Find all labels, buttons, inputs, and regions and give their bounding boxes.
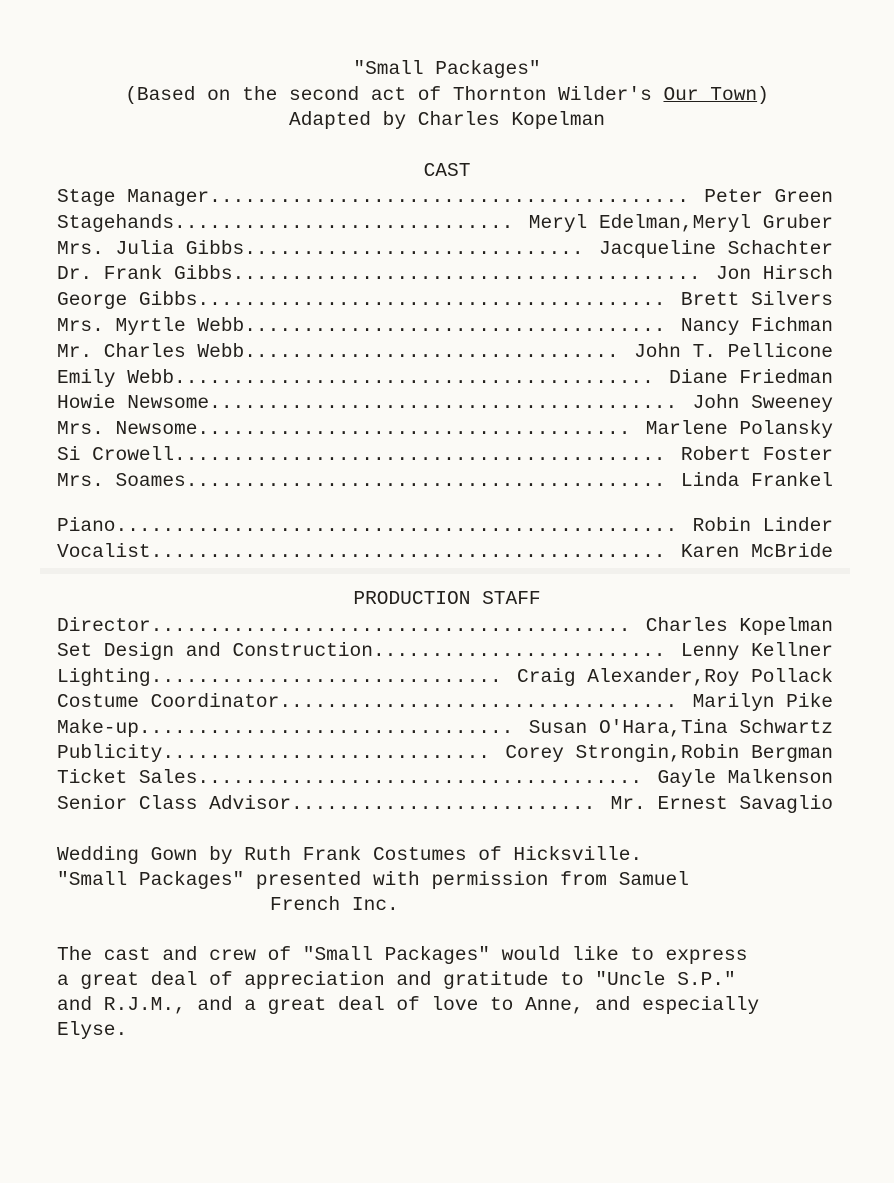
credit-role: Emily Webb......................................... bbox=[57, 366, 654, 389]
credit-name: Linda Frankel bbox=[680, 469, 833, 492]
credit-name: Robert Foster bbox=[680, 444, 833, 466]
credit-role: Publicity............................ bbox=[57, 742, 490, 764]
credit-row bbox=[57, 392, 833, 418]
credit-row bbox=[57, 717, 833, 743]
based-on-prefix: (Based on the second act of Thornton Wilder's bbox=[125, 84, 664, 106]
credit-row bbox=[57, 470, 833, 496]
credit-role: Mrs. Julia Gibbs............................. bbox=[57, 237, 584, 260]
thanks-line-4: Elyse. bbox=[57, 1019, 128, 1041]
credit-row bbox=[57, 212, 833, 238]
thanks-line-1: The cast and crew of "Small Packages" would like to express bbox=[57, 944, 748, 966]
credit-name: John Sweeney bbox=[692, 392, 833, 415]
credit-name: Meryl Edelman,Meryl Gruber bbox=[528, 211, 833, 234]
credit-name: Susan O'Hara,Tina Schwartz bbox=[528, 716, 833, 739]
credit-name: Lenny Kellner bbox=[680, 640, 833, 663]
credit-role: Set Design and Construction......................... bbox=[57, 640, 666, 663]
credit-role: Mrs. Myrtle Webb.................................... bbox=[57, 315, 666, 337]
credit-name: John T. Pellicone bbox=[634, 340, 833, 363]
credit-name: Marilyn Pike bbox=[692, 691, 833, 714]
credit-name: Corey Strongin,Robin Bergman bbox=[505, 742, 833, 764]
credit-row bbox=[57, 315, 833, 341]
thanks-line-3: and R.J.M., and a great deal of love to Anne, and especially bbox=[57, 994, 760, 1016]
staff-heading: PRODUCTION STAFF bbox=[353, 588, 541, 610]
credit-row bbox=[57, 691, 833, 717]
credit-name: Brett Silvers bbox=[680, 289, 833, 312]
thanks-line-2: a great deal of appreciation and gratitude to "Uncle S.P." bbox=[57, 969, 736, 991]
credit-row bbox=[57, 289, 833, 315]
credit-role: Piano................................................ bbox=[57, 515, 678, 537]
credit-name: Marlene Polansky bbox=[645, 418, 833, 441]
credit-row bbox=[57, 341, 833, 367]
credit-role: Lighting.............................. bbox=[57, 665, 502, 688]
credit-name: Mr. Ernest Savaglio bbox=[610, 792, 833, 815]
credit-row bbox=[57, 615, 833, 641]
credit-row bbox=[57, 263, 833, 289]
credit-row bbox=[57, 515, 833, 541]
credit-row bbox=[57, 742, 833, 768]
adapted-by: Adapted by Charles Kopelman bbox=[289, 109, 605, 131]
cast-heading: CAST bbox=[423, 160, 471, 182]
credit-name: Jacqueline Schachter bbox=[598, 237, 833, 260]
based-on-work: Our Town bbox=[663, 84, 758, 106]
credit-role: Si Crowell.......................................... bbox=[57, 444, 666, 466]
credit-name: Jon Hirsch bbox=[715, 263, 833, 286]
credit-role: Howie Newsome........................................ bbox=[57, 392, 678, 415]
credit-role: George Gibbs........................................ bbox=[57, 289, 666, 312]
credit-row bbox=[57, 238, 833, 264]
permission-line-2: French Inc. bbox=[270, 894, 399, 916]
credit-name: Karen McBride bbox=[680, 540, 833, 563]
credit-role: Stagehands............................. bbox=[57, 211, 514, 234]
credit-role: Stage Manager......................................... bbox=[57, 186, 689, 208]
credit-name: Craig Alexander,Roy Pollack bbox=[517, 665, 833, 688]
credit-role: Make-up................................ bbox=[57, 716, 514, 739]
credit-name: Diane Friedman bbox=[669, 366, 833, 389]
credit-row bbox=[57, 793, 833, 819]
credit-row bbox=[57, 767, 833, 793]
credit-role: Mrs. Newsome..................................... bbox=[57, 418, 631, 441]
credit-role: Mr. Charles Webb................................ bbox=[57, 340, 619, 363]
based-on-line bbox=[0, 84, 894, 106]
credit-row bbox=[57, 640, 833, 666]
credit-role: Mrs. Soames......................................... bbox=[57, 469, 666, 492]
credit-role: Dr. Frank Gibbs........................................ bbox=[57, 263, 701, 286]
credit-name: Nancy Fichman bbox=[680, 315, 833, 337]
credit-name: Robin Linder bbox=[692, 515, 833, 537]
credit-role: Vocalist............................................ bbox=[57, 540, 666, 563]
credit-role: Director......................................... bbox=[57, 615, 631, 637]
based-on-suffix: ) bbox=[757, 84, 769, 106]
credit-row bbox=[57, 367, 833, 393]
credit-role: Costume Coordinator.................................. bbox=[57, 691, 678, 714]
credit-name: Peter Green bbox=[704, 186, 833, 208]
credit-role: Senior Class Advisor.......................... bbox=[57, 792, 596, 815]
credit-row bbox=[57, 666, 833, 692]
credit-role: Ticket Sales...................................... bbox=[57, 767, 643, 790]
credit-name: Charles Kopelman bbox=[645, 615, 833, 637]
credit-row bbox=[57, 418, 833, 444]
permission-line-1: "Small Packages" presented with permission from Samuel bbox=[57, 869, 689, 891]
credit-row bbox=[57, 186, 833, 212]
credit-row bbox=[57, 444, 833, 470]
wedding-gown-credit: Wedding Gown by Ruth Frank Costumes of Hicksville. bbox=[57, 844, 643, 866]
credit-row bbox=[57, 541, 833, 567]
credit-name: Gayle Malkenson bbox=[657, 767, 833, 790]
play-title: "Small Packages" bbox=[353, 58, 541, 80]
paper-fold-shadow bbox=[40, 568, 850, 574]
